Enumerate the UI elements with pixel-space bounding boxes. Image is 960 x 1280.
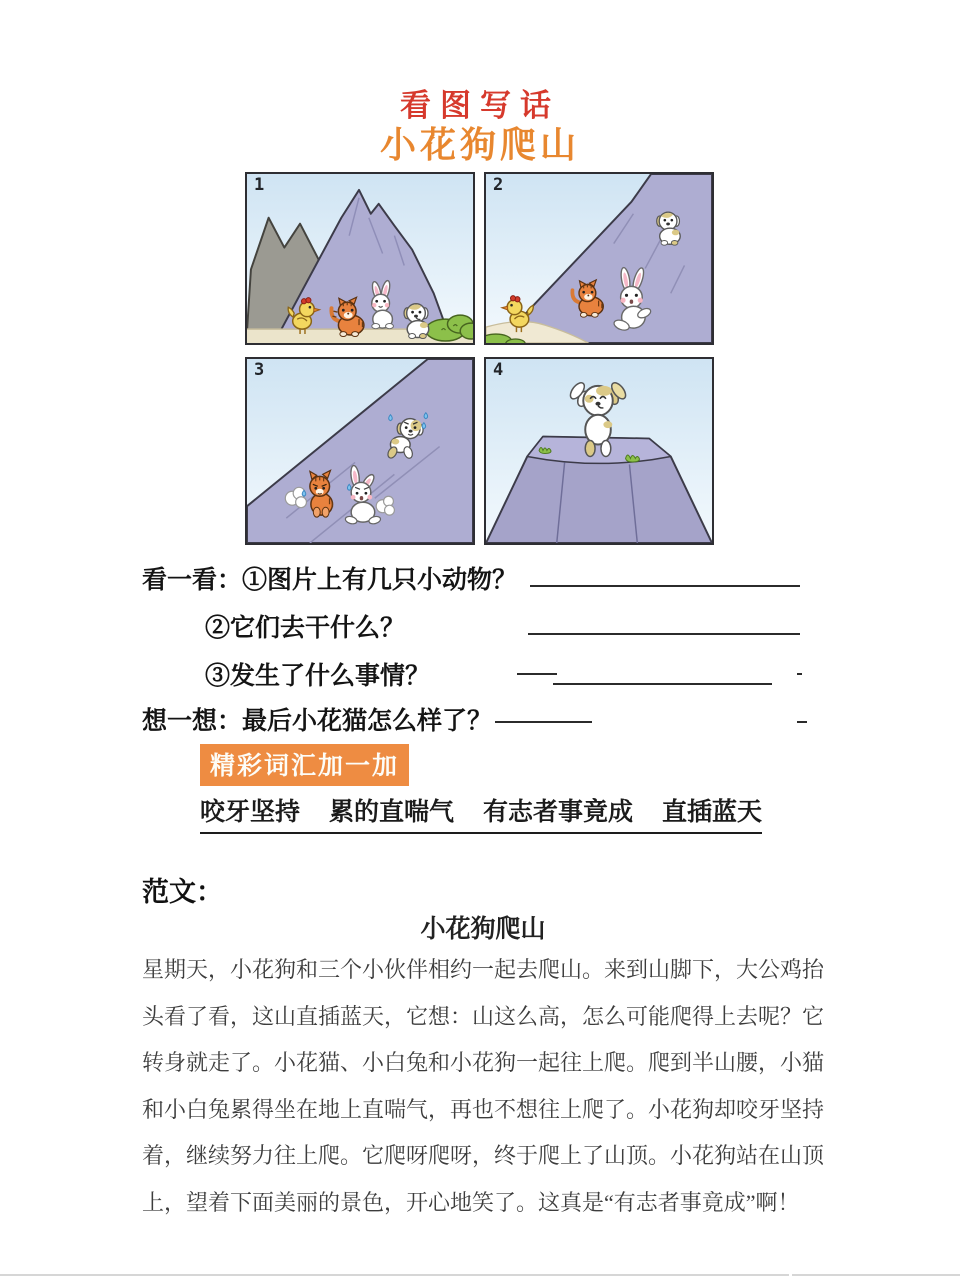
vocab-word: 有志者事竟成: [482, 799, 633, 826]
essay-line: 星期天，小花狗和三个小伙伴相约一起去爬山。来到山脚下，大公鸡抬: [142, 957, 824, 982]
vocab-word: 咬牙坚持: [200, 799, 301, 826]
answer-line-4: [495, 721, 592, 723]
panel-number: 4: [493, 360, 504, 380]
vocab-word: 累的直喘气: [328, 799, 454, 826]
panel-1-illustration: [247, 174, 473, 343]
grass-tuft: [539, 448, 551, 454]
question-3: ③发生了什么事情？: [205, 662, 431, 690]
vocab-word: 直插蓝天: [661, 799, 762, 826]
panel-4-illustration: [486, 359, 712, 543]
comic-panel-1: [245, 172, 475, 345]
comic-panel-2: [484, 172, 714, 345]
page-title: 看图写话: [400, 88, 560, 123]
essay-title: 小花狗爬山: [420, 916, 546, 943]
question-1: ①图片上有几只小动物？: [242, 566, 518, 594]
answer-line-3a: [517, 673, 557, 675]
answer-line-2: [528, 633, 800, 635]
comic-strip: [245, 172, 714, 545]
vocab-word-list: [200, 792, 762, 834]
vocab-badge: 精彩词汇加一加: [200, 744, 409, 786]
comic-panel-3: [245, 357, 475, 545]
page-subtitle: 小花狗爬山: [379, 124, 580, 165]
page-bottom-rule: [792, 1274, 960, 1276]
question-2: ②它们去干什么？: [205, 614, 406, 642]
essay-line: 着，继续努力往上爬。它爬呀爬呀，终于爬上了山顶。小花狗站在山顶: [142, 1143, 824, 1168]
panel-number: 2: [493, 175, 504, 195]
comic-panel-4: [484, 357, 714, 545]
panel-number: 1: [254, 175, 265, 195]
question-look: [142, 560, 517, 596]
question-think: [142, 701, 492, 737]
essay-label: 范文：: [142, 877, 223, 907]
grass-tuft: [626, 455, 640, 462]
essay-line: 上，望着下面美丽的景色，开心地笑了。这真是“有志者事竟成”啊！: [142, 1189, 800, 1215]
answer-line-3-mark: [797, 673, 802, 675]
essay-line: 转身就走了。小花猫、小白兔和小花狗一起往上爬。爬到半山腰，小猫: [142, 1050, 824, 1075]
panel-number: 3: [254, 360, 265, 380]
answer-line-1: [530, 585, 800, 587]
panel-2-illustration: [486, 174, 712, 343]
essay-body: [142, 947, 824, 1226]
panel-3-illustration: [247, 359, 473, 543]
think-label: 想一想：: [142, 707, 243, 735]
answer-line-3b: [553, 683, 772, 685]
essay-line: 和小白兔累得坐在地上直喘气，再也不想往上爬了。小花狗却咬牙坚持: [142, 1096, 824, 1122]
think-question: 最后小花猫怎么样了？: [242, 707, 493, 735]
essay-line: 头看了看，这山直插蓝天，它想：山这么高，怎么可能爬得上去呢？它: [142, 1003, 824, 1029]
answer-line-4-mark: [797, 721, 807, 723]
rabbit-figure: [371, 280, 394, 329]
look-label: 看一看：: [142, 566, 243, 594]
page-bottom-rule: [0, 1274, 789, 1276]
